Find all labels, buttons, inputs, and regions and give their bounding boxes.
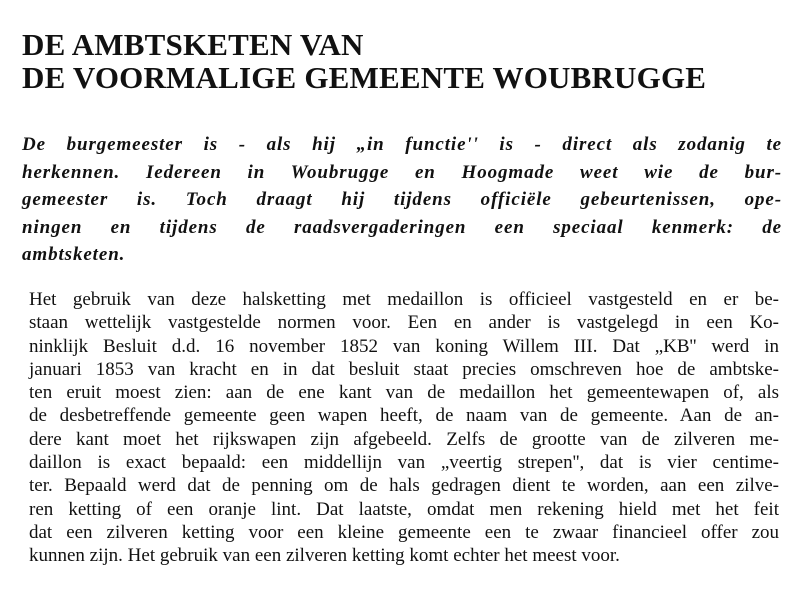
body-line: dat een zilveren ketting voor een kleine gemeente een te zwaar financieel offer zou bbox=[29, 521, 779, 543]
body-line: ten eruit moest zien: aan de ene kant van de medaillon het gemeentewapen of, als bbox=[29, 382, 779, 404]
body-line: ninklijk Besluit d.d. 16 november 1852 van koning Willem III. Dat „KB'' werd in bbox=[29, 335, 779, 357]
body-line: Het gebruik van deze halsketting met medaillon is officieel vastgesteld en er be- bbox=[29, 289, 779, 310]
body-line: daillon is exact bepaald: een middellijn van „veertig strepen'', dat is vier centime- bbox=[29, 452, 779, 474]
intro-line: herkennen. Iedereen in Woubrugge en Hoogmade weet wie de bur- bbox=[22, 161, 782, 183]
body-paragraph bbox=[29, 288, 779, 568]
intro-line: De burgemeester is - als hij „in functie'' is - direct als zodanig te bbox=[22, 134, 782, 155]
body-line: de desbetreffende gemeente geen wapen heeft, de naam van de gemeente. Aan de an- bbox=[29, 405, 779, 427]
body-line: kunnen zijn. Het gebruik van een zilveren ketting komt echter het meest voor. bbox=[29, 545, 620, 567]
intro-paragraph bbox=[22, 131, 782, 269]
intro-line: ambtsketen. bbox=[22, 244, 126, 265]
title-line-1: DE AMBTSKETEN VAN bbox=[22, 27, 364, 62]
article-title bbox=[22, 28, 706, 94]
body-line: dere kant moet het rijkswapen zijn afgebeeld. Zelfs de grootte van de zilveren me- bbox=[29, 428, 779, 450]
body-line: ter. Bepaald werd dat de penning om de hals gedragen dient te worden, aan een zilve- bbox=[29, 475, 779, 497]
title-line-2: DE VOORMALIGE GEMEENTE WOUBRUGGE bbox=[22, 60, 707, 95]
intro-line: gemeester is. Toch draagt hij tijdens officiële gebeurtenissen, ope- bbox=[22, 189, 782, 210]
intro-line: ningen en tijdens de raadsvergaderingen een speciaal kenmerk: de bbox=[22, 216, 782, 238]
body-line: januari 1853 van kracht en in dat besluit staat precies omschreven hoe de ambtske- bbox=[29, 358, 779, 380]
body-line: ren ketting of een oranje lint. Dat laatste, omdat men rekening hield met het feit bbox=[29, 498, 779, 520]
body-line: staan wettelijk vastgestelde normen voor. Een en ander is vastgelegd in een Ko- bbox=[29, 312, 779, 334]
